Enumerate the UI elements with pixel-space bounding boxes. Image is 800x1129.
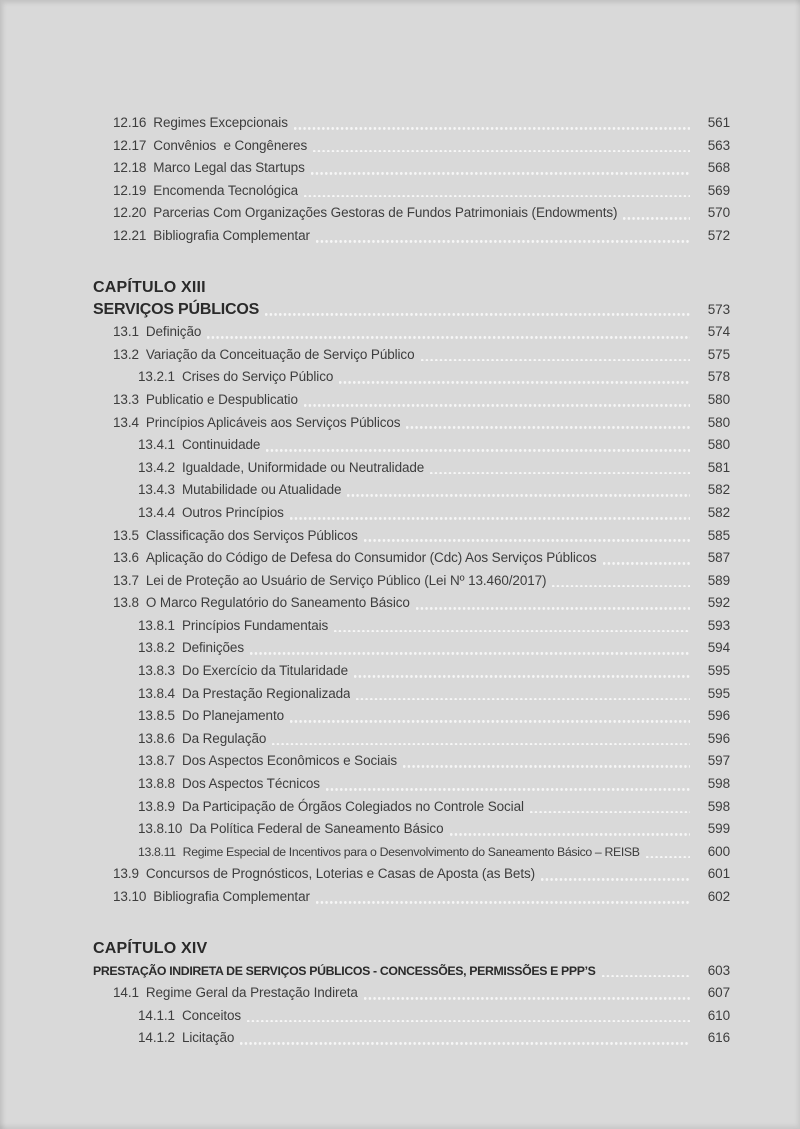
toc-items [93,112,730,248]
toc-entry-page-number: 598 [707,798,730,814]
toc-entry-title: Da Prestação Regionalizada [181,685,351,701]
toc-entry-number: 14.1 [113,985,139,1001]
toc-items [93,982,730,1050]
dotted-leader [316,240,690,243]
toc-entry-page-number: 602 [707,889,730,904]
toc-entry [93,344,730,367]
toc-entry-page-number: 593 [707,617,730,633]
dotted-leader [316,901,690,904]
toc-entry-title: Princípios Aplicáveis aos Serviços Públicos [145,414,401,430]
toc-entry-title: Definição [145,324,202,340]
toc-entry-page-number: 587 [707,550,730,566]
toc-entry-number: 13.2 [113,346,139,362]
toc-entry-page-number: 572 [707,227,730,243]
dotted-leader [416,607,690,610]
toc-entry [93,982,730,1005]
toc-entry [93,660,730,683]
dotted-leader [265,313,690,316]
chapter-page-number: 573 [707,301,730,317]
toc-entry-number: 13.8.9 [138,798,175,814]
dotted-leader [602,974,690,977]
dotted-leader [313,149,690,152]
toc-entry [93,773,730,796]
dotted-leader [339,381,690,384]
dotted-leader [354,675,690,678]
toc-entry-title: Crises do Serviço Público [181,369,334,385]
chapter-head [93,938,730,983]
toc-entry-number: 13.8.2 [138,640,175,656]
toc-entry [93,547,730,570]
dotted-leader [207,336,690,339]
toc-entry-page-number: 595 [707,685,730,701]
toc-entry [93,570,730,593]
toc-entry [93,457,730,480]
toc-entry [93,705,730,728]
toc-entry [93,683,730,706]
dotted-leader [364,997,690,1000]
chapter-title: SERVIÇOS PÚBLICOS [93,300,260,318]
toc-entry-number: 12.17 [113,137,147,153]
toc-entry [93,615,730,638]
toc-entry-page-number: 598 [707,776,730,792]
toc-entry-title: Variação da Conceituação de Serviço Público [145,346,415,362]
toc-entry-page-number: 582 [707,482,730,498]
toc-entry-number: 13.4.2 [138,459,175,475]
toc-entry-number: 13.8 [113,595,139,611]
toc-entry-number: 13.4.3 [138,482,175,498]
dotted-leader [552,584,690,587]
toc-entry-number: 13.8.6 [138,730,175,746]
dotted-leader [290,720,690,723]
toc-entry-title: Princípios Fundamentais [181,617,329,633]
chapter-page-number: 603 [707,962,730,978]
dotted-leader [304,404,690,407]
dotted-leader [294,127,690,130]
toc-entry-title: O Marco Regulatório do Saneamento Básico [145,595,410,611]
toc-entry [93,412,730,435]
toc-entry-title: Definições [181,640,244,656]
toc-entry-page-number: 574 [707,324,730,340]
toc-entry-page-number: 570 [707,205,730,221]
dotted-leader [603,562,690,565]
toc-entry-number: 13.5 [113,527,139,543]
dotted-leader [403,765,690,768]
toc-section [93,277,730,909]
toc-entry [93,202,730,225]
chapter-title-row [93,299,730,322]
chapter-head [93,277,730,322]
toc-entry [93,180,730,203]
chapter-label: CAPÍTULO XIII [93,278,206,296]
toc-entry-number: 13.8.11 [138,844,176,859]
toc-entry-page-number: 585 [707,527,730,543]
dotted-leader [356,697,690,700]
dotted-leader [334,629,690,632]
toc-entry-number: 13.8.10 [138,821,183,837]
toc-entry-title: Da Participação de Órgãos Colegiados no Controle Social [181,798,524,814]
dotted-leader [364,539,690,542]
dotted-leader [450,833,691,836]
toc-entry-number: 13.8.8 [138,776,175,792]
toc-entry-number: 13.8.4 [138,685,175,701]
toc-entry-title: Bibliografia Complementar [153,227,310,243]
toc-section [93,938,730,1050]
toc-entry-number: 14.1.1 [138,1007,175,1023]
toc-entry-page-number: 582 [707,504,730,520]
toc-entry-title: Da Regulação [181,730,267,746]
dotted-leader [266,449,690,452]
toc-entry-page-number: 595 [707,663,730,679]
toc-entry-title: Concursos de Prognósticos, Loterias e Casas de Aposta (as Bets) [145,866,536,882]
toc-entry-title: Mutabilidade ou Atualidade [181,482,342,498]
toc-entry-page-number: 610 [707,1007,730,1023]
toc-entry-title: Bibliografia Complementar [153,889,310,904]
toc-entry [93,592,730,615]
toc-entry [93,135,730,158]
toc [93,112,730,1050]
toc-entry-page-number: 563 [707,137,730,153]
toc-entry [93,157,730,180]
toc-entry [93,434,730,457]
toc-entry-page-number: 599 [707,821,730,837]
toc-entry-number: 13.2.1 [138,369,175,385]
toc-entry-title: Parcerias Com Organizações Gestoras de Fundos Patrimoniais (Endowments) [153,205,618,221]
toc-entry [93,321,730,344]
toc-entry-page-number: 580 [707,437,730,453]
toc-entry-title: Encomenda Tecnológica [153,182,299,198]
toc-entry-title: Do Exercício da Titularidade [181,663,348,679]
dotted-leader [421,358,691,361]
toc-entry-page-number: 589 [707,572,730,588]
dotted-leader [326,788,690,791]
toc-entry [93,863,730,886]
chapter-label: CAPÍTULO XIV [93,939,208,957]
toc-entry-title: Licitação [181,1030,235,1046]
toc-entry-title: Classificação dos Serviços Públicos [145,527,358,543]
toc-entry [93,796,730,819]
toc-entry-title: Publicatio e Despublicatio [145,391,298,407]
toc-entry-title: Outros Princípios [181,504,284,520]
toc-entry-title: Igualdade, Uniformidade ou Neutralidade [181,459,425,475]
toc-entry-title: Regimes Excepcionais [153,115,288,130]
toc-entry-page-number: 561 [707,115,730,130]
toc-entry-page-number: 592 [707,595,730,611]
toc-entry-number: 13.10 [113,889,147,904]
toc-entry-page-number: 597 [707,753,730,769]
toc-entry-number: 13.4 [113,414,139,430]
dotted-leader [406,426,690,429]
toc-entry [93,841,730,864]
toc-entry-page-number: 594 [707,640,730,656]
toc-entry [93,1005,730,1028]
toc-entry-number: 13.4.1 [138,437,175,453]
toc-entry [93,225,730,248]
dotted-leader [623,217,690,220]
toc-entry-page-number: 568 [707,160,730,176]
toc-entry-title: Regime Geral da Prestação Indireta [145,985,358,1001]
toc-entry-number: 13.9 [113,866,139,882]
toc-entry-page-number: 569 [707,182,730,198]
toc-entry [93,728,730,751]
chapter-title-row [93,960,730,983]
dotted-leader [311,172,690,175]
toc-entry [93,389,730,412]
toc-entry-title: Aplicação do Código de Defesa do Consumidor (Cdc) Aos Serviços Públicos [145,550,597,566]
toc-entry [93,112,730,135]
toc-entry-title: Continuidade [181,437,261,453]
toc-entry-number: 13.4.4 [138,504,175,520]
toc-entry-page-number: 600 [707,843,730,859]
toc-entry-title: Da Política Federal de Saneamento Básico [189,821,444,837]
toc-entry-page-number: 578 [707,369,730,385]
toc-entry-page-number: 581 [707,459,730,475]
toc-entry-page-number: 580 [707,391,730,407]
toc-entry-number: 13.8.5 [138,708,175,724]
dotted-leader [272,742,690,745]
toc-entry-number: 14.1.2 [138,1030,175,1046]
dotted-leader [247,1019,690,1022]
dotted-leader [290,517,690,520]
toc-entry-number: 12.18 [113,160,147,176]
toc-entry-number: 12.20 [113,205,147,221]
toc-entry-title: Lei de Proteção ao Usuário de Serviço Público (Lei Nº 13.460/2017) [145,572,547,588]
toc-entry-page-number: 596 [707,730,730,746]
dotted-leader [304,194,690,197]
toc-entry [93,502,730,525]
toc-entry-page-number: 580 [707,414,730,430]
toc-entry [93,1027,730,1050]
toc-entry-title: Dos Aspectos Econômicos e Sociais [181,753,397,769]
toc-entry-page-number: 601 [707,866,730,882]
toc-entry-page-number: 607 [707,985,730,1001]
toc-entry-page-number: 575 [707,346,730,362]
chapter-title: PRESTAÇÃO INDIRETA DE SERVIÇOS PÚBLICOS - CONCESSÕES, PERMISSÕES E PPP’S [93,963,596,978]
toc-entry-number: 13.1 [113,324,139,340]
dotted-leader [240,1042,690,1045]
toc-entry-number: 13.8.1 [138,617,175,633]
toc-entry-number: 13.6 [113,550,139,566]
toc-entry-title: Regime Especial de Incentivos para o Desenvolvimento do Saneamento Básico – REISB [182,844,640,859]
toc-entry-page-number: 596 [707,708,730,724]
toc-items [93,321,730,908]
dotted-leader [250,652,690,655]
toc-entry-title: Do Planejamento [181,708,285,724]
toc-entry-title: Convênios e Congêneres [153,137,308,153]
dotted-leader [646,855,690,858]
toc-entry-number: 12.21 [113,227,147,243]
toc-section [93,112,730,248]
dotted-leader [347,494,690,497]
toc-entry-number: 12.19 [113,182,147,198]
toc-entry [93,366,730,389]
toc-entry-title: Conceitos [181,1007,242,1023]
toc-entry [93,637,730,660]
toc-entry-title: Marco Legal das Startups [153,160,305,176]
dotted-leader [530,810,690,813]
toc-entry-number: 13.7 [113,572,139,588]
toc-entry-number: 13.8.3 [138,663,175,679]
toc-entry [93,886,730,909]
toc-entry [93,479,730,502]
toc-entry-number: 12.16 [113,115,147,130]
toc-entry [93,750,730,773]
toc-entry [93,525,730,548]
toc-entry [93,818,730,841]
toc-entry-page-number: 616 [707,1030,730,1046]
dotted-leader [430,471,690,474]
toc-entry-number: 13.3 [113,391,139,407]
toc-entry-title: Dos Aspectos Técnicos [181,776,320,792]
dotted-leader [541,878,690,881]
toc-entry-number: 13.8.7 [138,753,175,769]
